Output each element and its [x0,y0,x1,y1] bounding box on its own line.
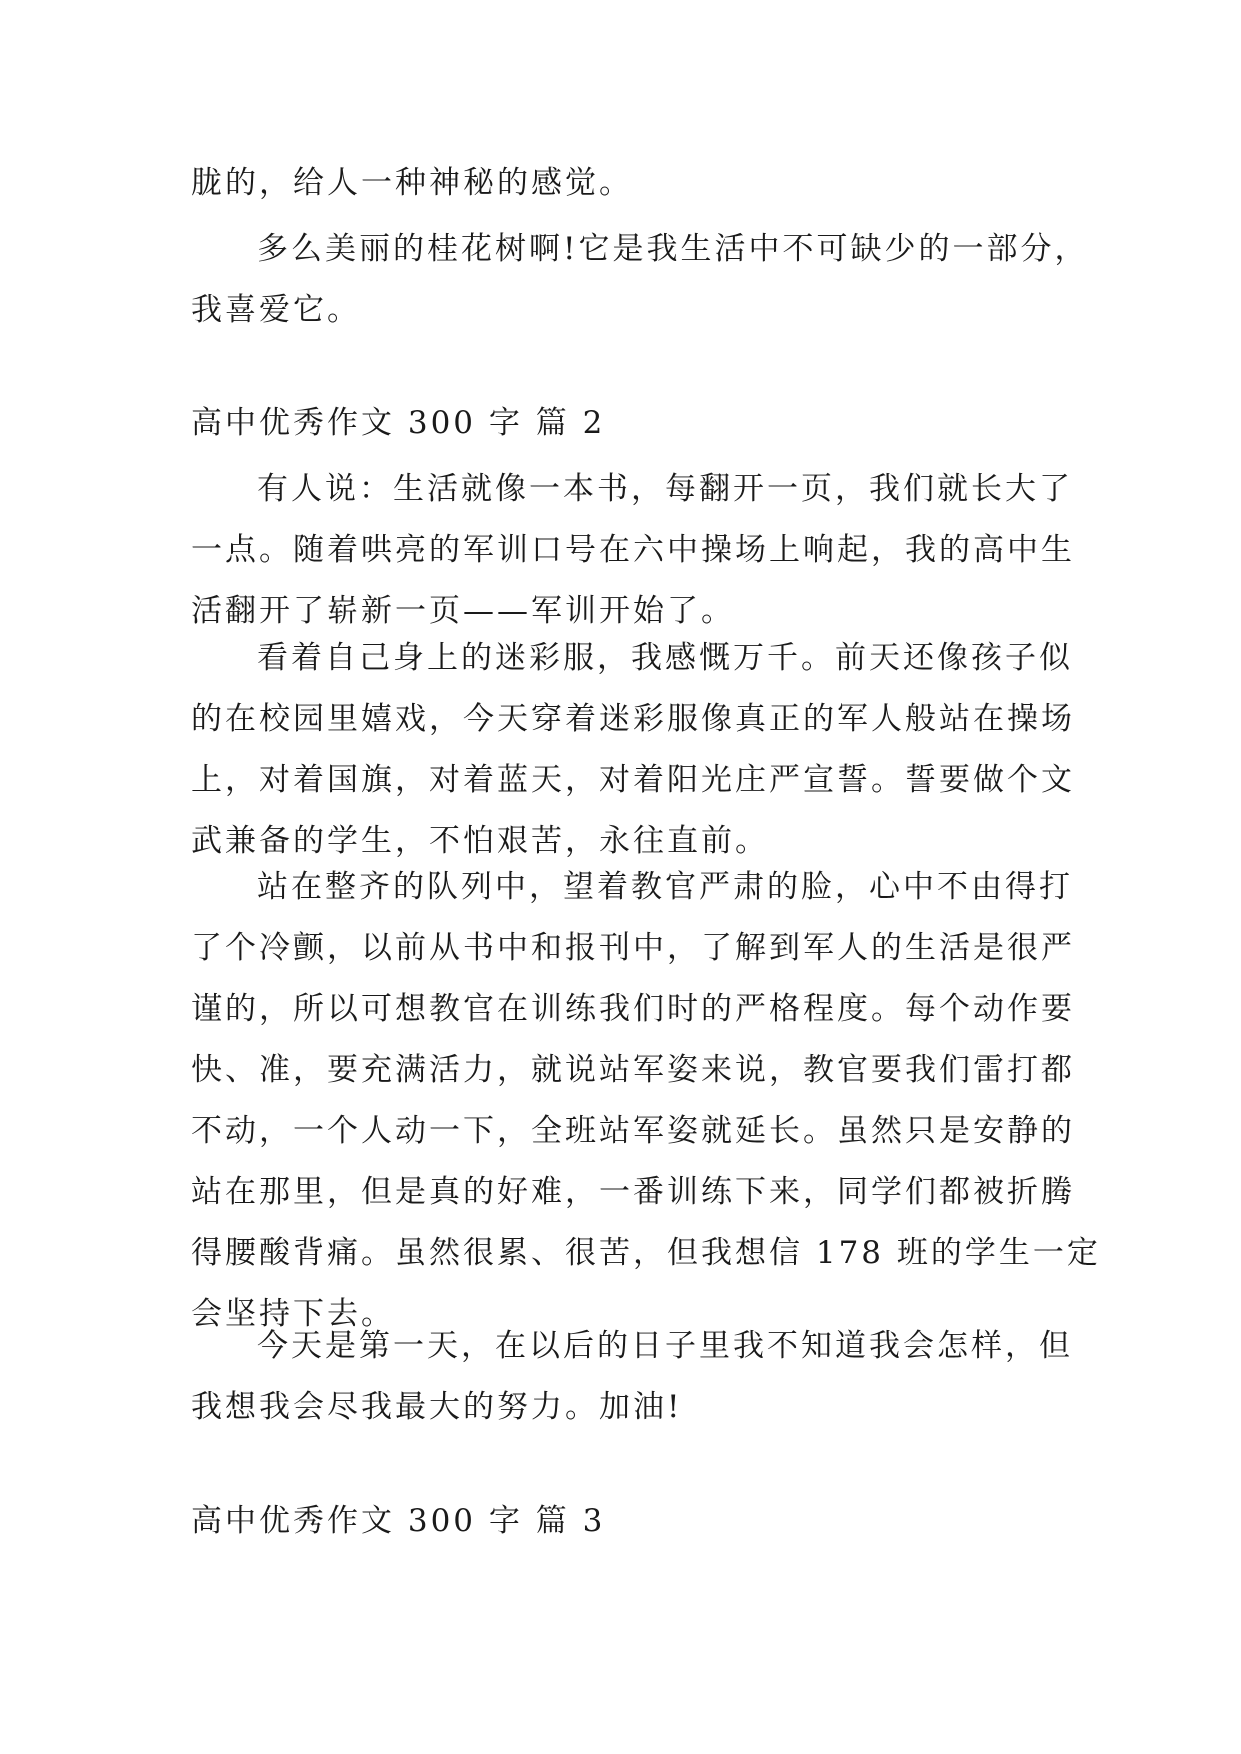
paragraph-line: 站在整齐的队列中，望着教官严肃的脸，心中不由得打 [257,869,1073,905]
paragraph-line: 多么美丽的桂花树啊!它是我生活中不可缺少的一部分， [257,231,1089,267]
paragraph-line: 快、准，要充满活力，就说站军姿来说，教官要我们雷打都 [191,1052,1075,1088]
paragraph-line: 有人说：生活就像一本书，每翻开一页，我们就长大了 [257,471,1073,507]
paragraph [191,628,1075,872]
section-heading [191,393,1051,454]
paragraph [191,219,1089,341]
section-heading [191,1491,1051,1552]
paragraph [191,1316,1073,1438]
paragraph-line: 一点。随着哄亮的军训口号在六中操场上响起，我的高中生 [191,532,1075,568]
paragraph-line: 站在那里，但是真的好难，一番训练下来，同学们都被折腾 [191,1174,1075,1210]
paragraph-line: 不动，一个人动一下，全班站军姿就延长。虽然只是安静的 [191,1113,1075,1149]
paragraph-line: 胧的，给人一种神秘的感觉。 [191,165,633,201]
heading-text: 高中优秀作文 300 字 篇 3 [191,1503,606,1539]
paragraph-line: 谨的，所以可想教官在训练我们时的严格程度。每个动作要 [191,991,1075,1027]
paragraph-line: 活翻开了崭新一页——军训开始了。 [191,593,735,629]
paragraph [191,153,1051,214]
paragraph-line: 上，对着国旗，对着蓝天，对着阳光庄严宣誓。誓要做个文 [191,762,1075,798]
paragraph-line: 看着自己身上的迷彩服，我感慨万千。前天还像孩子似 [257,640,1073,676]
paragraph-line: 今天是第一天，在以后的日子里我不知道我会怎样，但 [257,1328,1073,1364]
paragraph [191,857,1101,1345]
heading-text: 高中优秀作文 300 字 篇 2 [191,405,606,441]
paragraph-line: 我喜爱它。 [191,292,361,328]
paragraph-line: 武兼备的学生，不怕艰苦，永往直前。 [191,823,769,859]
paragraph-line: 的在校园里嬉戏，今天穿着迷彩服像真正的军人般站在操场 [191,701,1075,737]
paragraph-line: 会坚持下去。 [191,1296,395,1332]
paragraph-line: 得腰酸背痛。虽然很累、很苦，但我想信 178 班的学生一定 [191,1235,1101,1271]
paragraph-line: 我想我会尽我最大的努力。加油! [191,1389,683,1425]
paragraph [191,459,1075,642]
paragraph-line: 了个冷颤，以前从书中和报刊中，了解到军人的生活是很严 [191,930,1075,966]
